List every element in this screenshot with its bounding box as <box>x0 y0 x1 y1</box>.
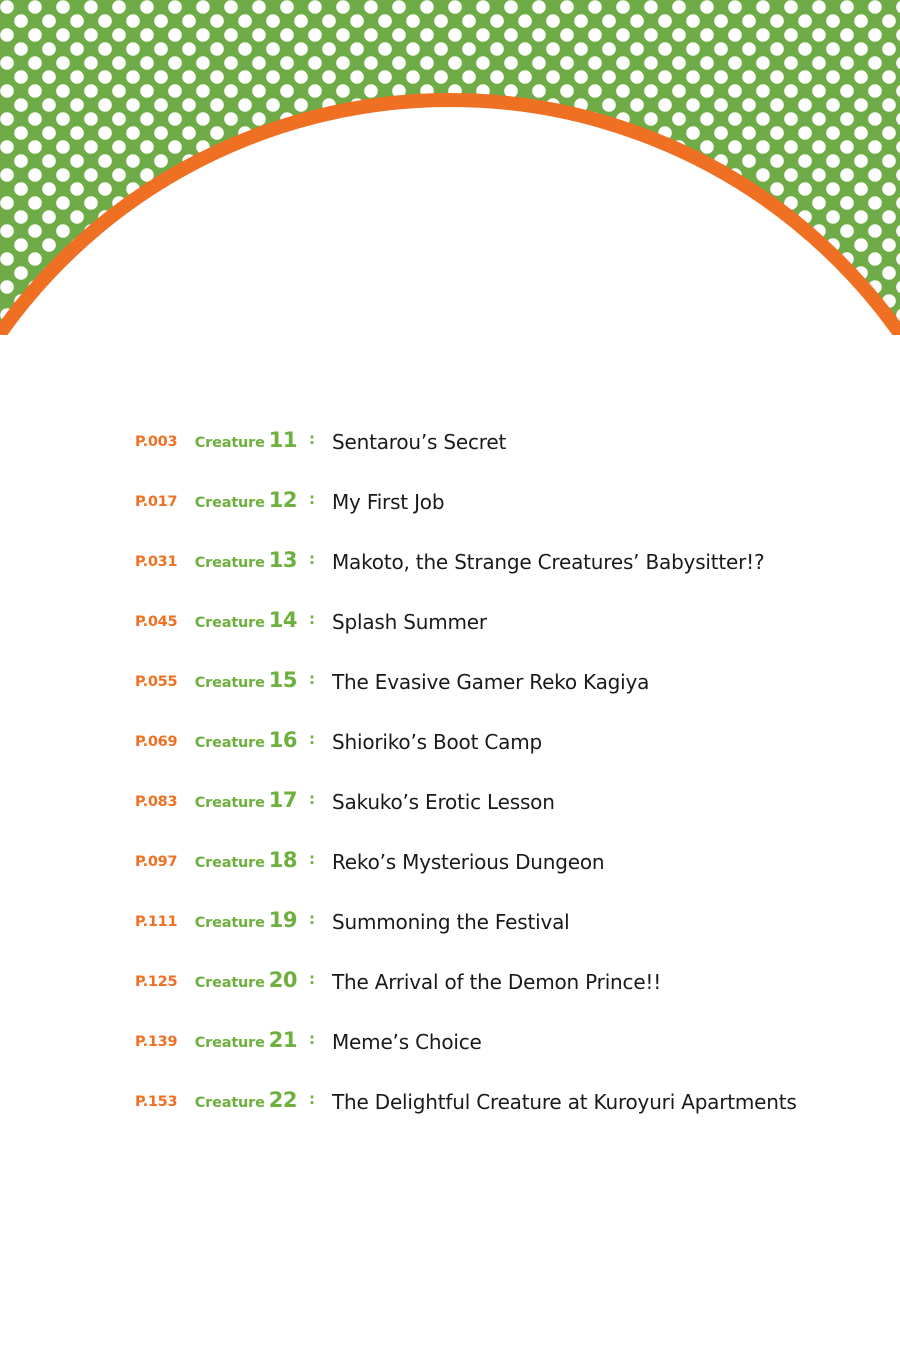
creature-label <box>195 608 297 632</box>
page-number: P.003 <box>135 434 178 450</box>
creature-number: 13 <box>268 548 297 572</box>
separator: : <box>309 430 315 448</box>
toc-entry[interactable] <box>0 712 900 772</box>
creature-label <box>195 488 297 512</box>
page-number: P.031 <box>135 554 178 570</box>
separator: : <box>309 550 315 568</box>
toc-entry[interactable] <box>0 892 900 952</box>
creature-number: 19 <box>268 908 297 932</box>
toc-entry[interactable] <box>0 772 900 832</box>
creature-number: 22 <box>268 1088 297 1112</box>
creature-number: 11 <box>268 428 297 452</box>
page-number: P.111 <box>135 914 178 930</box>
creature-number: 16 <box>268 728 297 752</box>
creature-label <box>195 1088 297 1112</box>
creature-label <box>195 668 297 692</box>
separator: : <box>309 790 315 808</box>
creature-label <box>195 908 297 932</box>
creature-word: Creature <box>194 915 265 931</box>
chapter-title: Reko’s Mysterious Dungeon <box>332 850 605 874</box>
separator: : <box>309 970 315 988</box>
chapter-title: Shioriko’s Boot Camp <box>332 730 542 754</box>
creature-number: 20 <box>268 968 297 992</box>
page-number: P.097 <box>135 854 178 870</box>
creature-word: Creature <box>194 615 265 631</box>
chapter-title: The Delightful Creature at Kuroyuri Apartments <box>332 1090 797 1114</box>
creature-number: 17 <box>268 788 297 812</box>
creature-label <box>195 728 297 752</box>
creature-word: Creature <box>194 675 265 691</box>
creature-word: Creature <box>194 435 265 451</box>
creature-label <box>195 848 297 872</box>
toc-entry[interactable] <box>0 1072 900 1132</box>
chapter-title: Summoning the Festival <box>332 910 570 934</box>
toc-entry[interactable] <box>0 1012 900 1072</box>
creature-word: Creature <box>194 1095 265 1111</box>
creature-word: Creature <box>194 975 265 991</box>
creature-number: 18 <box>268 848 297 872</box>
creature-label <box>195 968 297 992</box>
toc-entry[interactable] <box>0 832 900 892</box>
chapter-title: Makoto, the Strange Creatures’ Babysitter!? <box>332 550 765 574</box>
creature-number: 14 <box>268 608 297 632</box>
page-number: P.083 <box>135 794 178 810</box>
separator: : <box>309 850 315 868</box>
table-of-contents <box>0 412 900 1132</box>
toc-entry[interactable] <box>0 952 900 1012</box>
creature-label <box>195 428 297 452</box>
separator: : <box>309 730 315 748</box>
chapter-title: Meme’s Choice <box>332 1030 482 1054</box>
toc-entry[interactable] <box>0 472 900 532</box>
separator: : <box>309 1030 315 1048</box>
separator: : <box>309 910 315 928</box>
creature-word: Creature <box>194 795 265 811</box>
separator: : <box>309 490 315 508</box>
chapter-title: My First Job <box>332 490 445 514</box>
chapter-title: The Arrival of the Demon Prince!! <box>332 970 662 994</box>
creature-label <box>195 548 297 572</box>
chapter-title: Sentarou’s Secret <box>332 430 507 454</box>
chapter-title: Sakuko’s Erotic Lesson <box>332 790 555 814</box>
toc-entry[interactable] <box>0 652 900 712</box>
page-number: P.045 <box>135 614 178 630</box>
page-number: P.125 <box>135 974 178 990</box>
page-number: P.069 <box>135 734 178 750</box>
chapter-title: Splash Summer <box>332 610 487 634</box>
creature-word: Creature <box>194 555 265 571</box>
creature-number: 12 <box>268 488 297 512</box>
toc-entry[interactable] <box>0 412 900 472</box>
creature-word: Creature <box>194 735 265 751</box>
separator: : <box>309 610 315 628</box>
creature-word: Creature <box>194 855 265 871</box>
header-decoration <box>0 0 900 360</box>
creature-word: Creature <box>194 1035 265 1051</box>
creature-number: 21 <box>268 1028 297 1052</box>
separator: : <box>309 670 315 688</box>
creature-label <box>195 788 297 812</box>
separator: : <box>309 1090 315 1108</box>
page-number: P.153 <box>135 1094 178 1110</box>
page-number: P.139 <box>135 1034 178 1050</box>
toc-entry[interactable] <box>0 532 900 592</box>
creature-label <box>195 1028 297 1052</box>
creature-number: 15 <box>268 668 297 692</box>
toc-entry[interactable] <box>0 592 900 652</box>
page-number: P.017 <box>135 494 178 510</box>
chapter-title: The Evasive Gamer Reko Kagiya <box>332 670 650 694</box>
creature-word: Creature <box>194 495 265 511</box>
page-number: P.055 <box>135 674 178 690</box>
